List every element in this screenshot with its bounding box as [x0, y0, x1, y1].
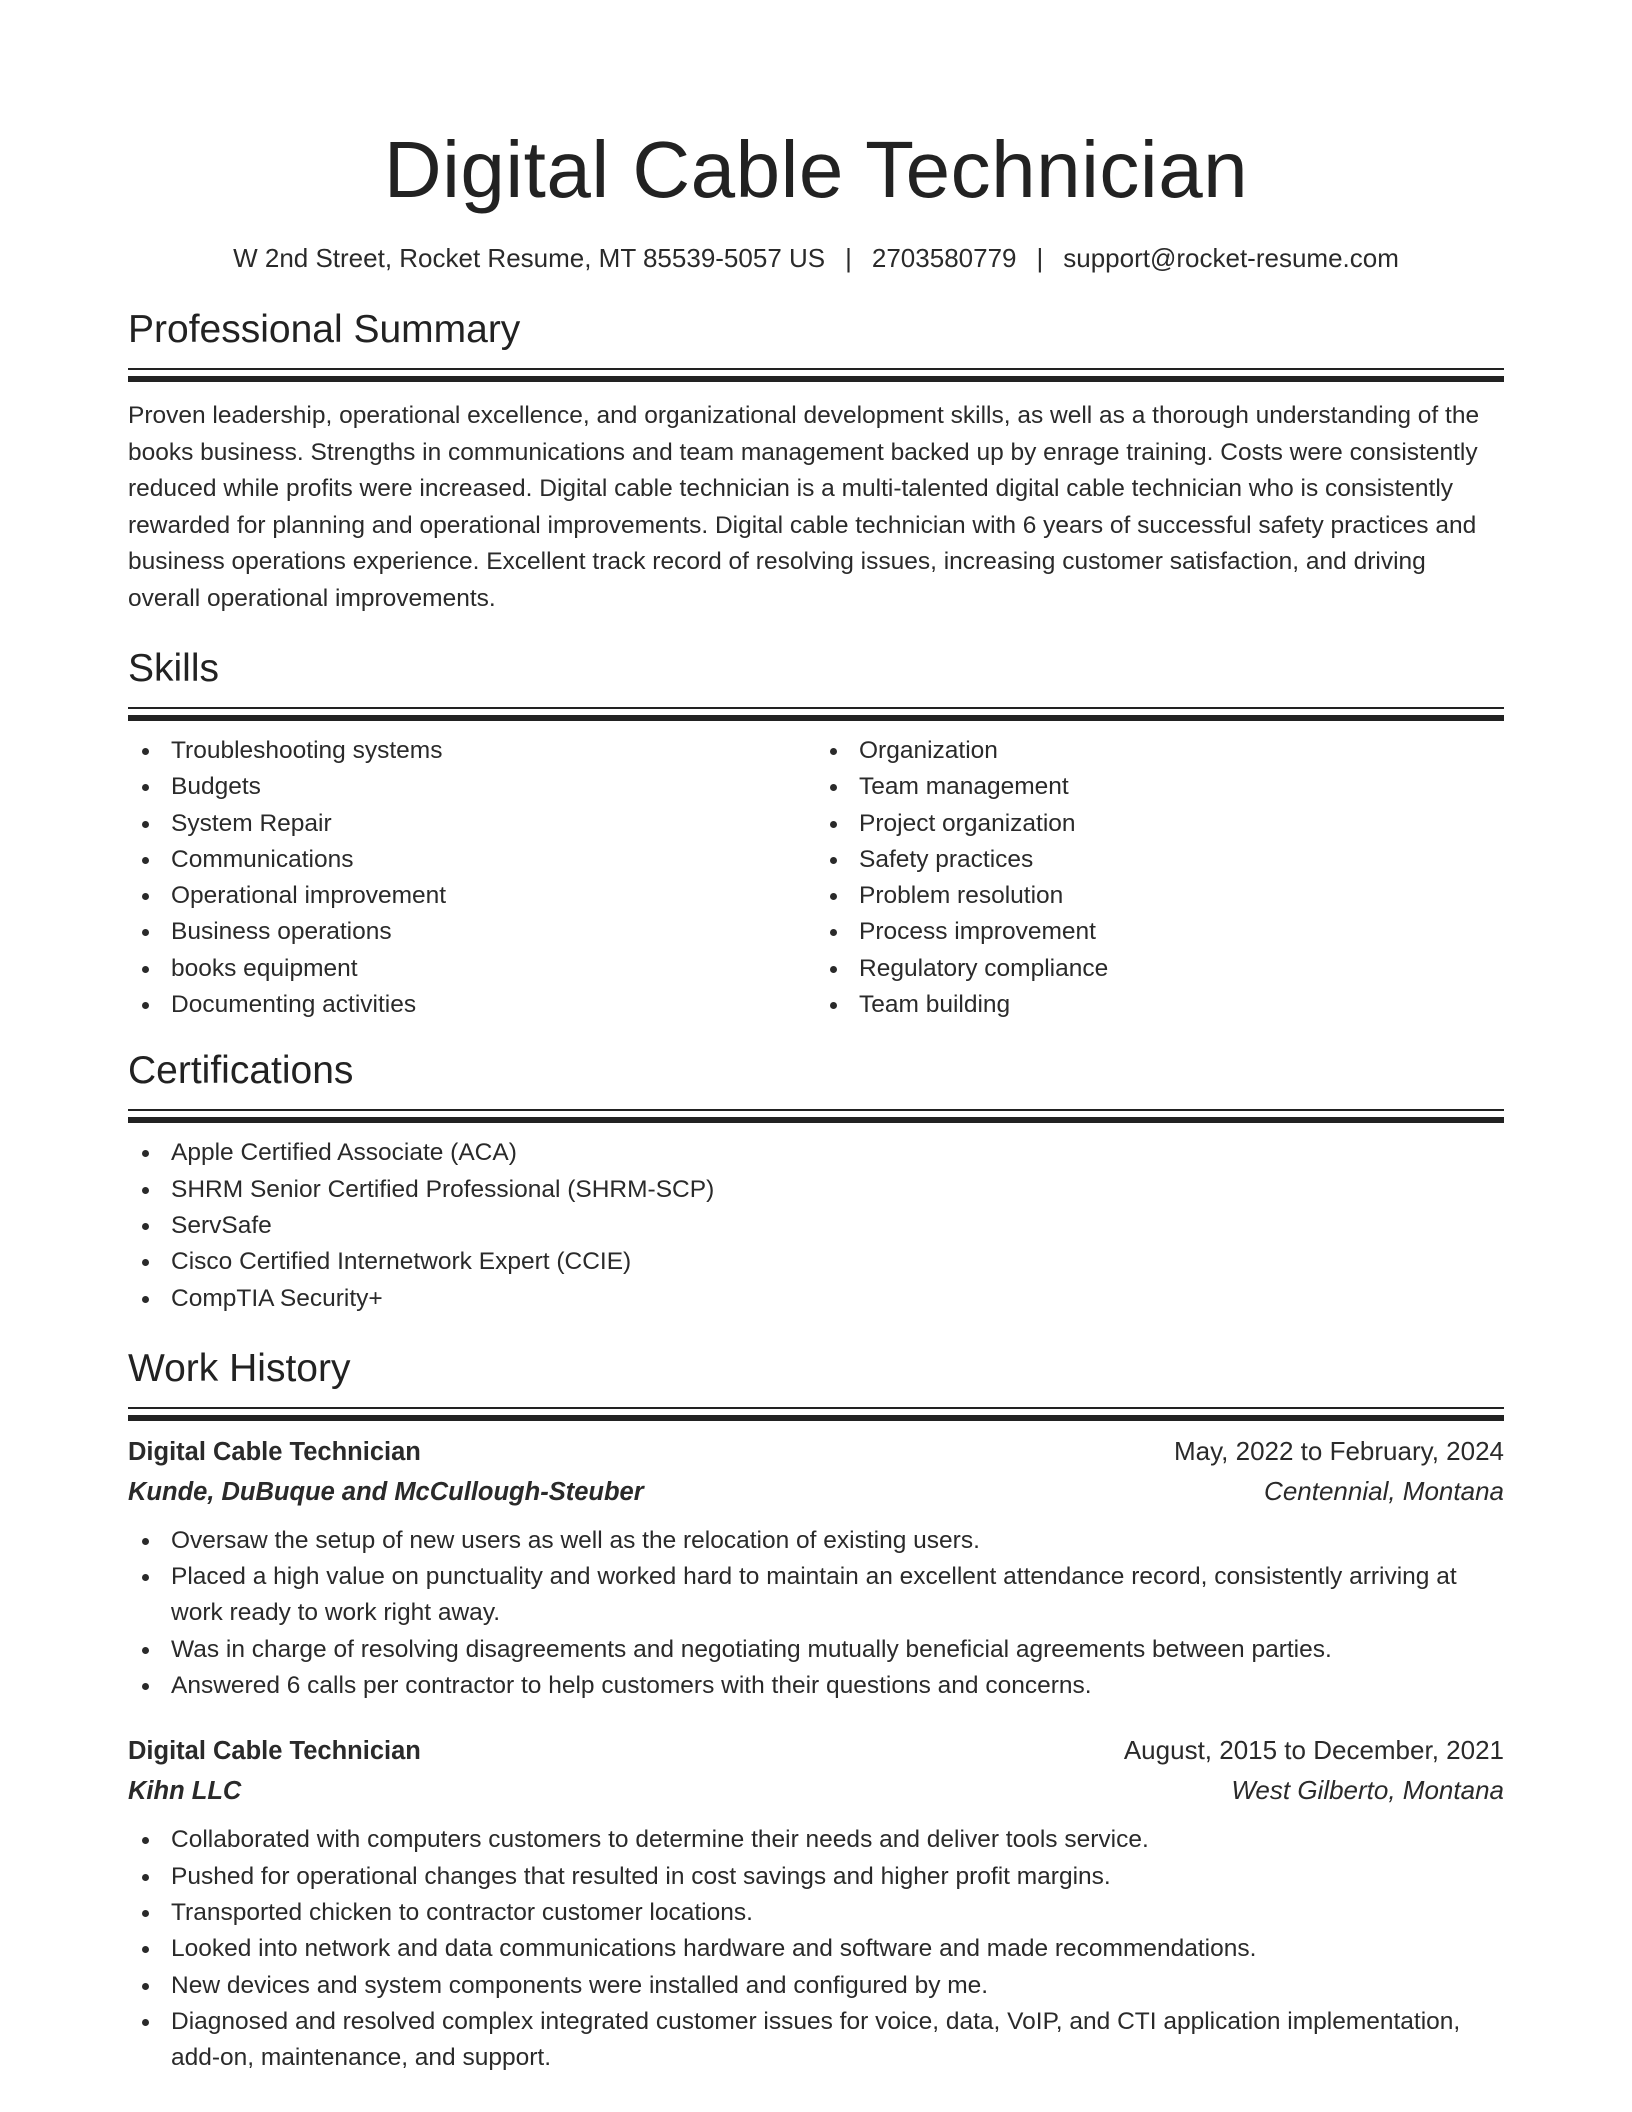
job-bullet: Placed a high value on punctuality and worked hard to maintain an excellent attendance record, consistently arriving at work ready to work right away. — [128, 1559, 1504, 1632]
job-bullet: Looked into network and data communications hardware and software and made recommendations. — [128, 1931, 1504, 1967]
job-bullet: Was in charge of resolving disagreements and negotiating mutually beneficial agreements between parties. — [128, 1632, 1504, 1668]
contact-line — [128, 240, 1504, 276]
skill-item: Team building — [816, 987, 1504, 1023]
job-bullet: Transported chicken to contractor customer locations. — [128, 1895, 1504, 1931]
job-dates: May, 2022 to February, 2024 — [1173, 1435, 1504, 1466]
job-company: Kunde, DuBuque and McCullough-Steuber — [128, 1477, 644, 1506]
job-bullet: New devices and system components were installed and configured by me. — [128, 1968, 1504, 2004]
skill-item: Process improvement — [816, 914, 1504, 950]
job-dates: August, 2015 to December, 2021 — [1123, 1735, 1504, 1766]
skill-item: Problem resolution — [816, 878, 1504, 914]
job-bullet: Oversaw the setup of new users as well as the relocation of existing users. — [128, 1523, 1504, 1559]
job-location: West Gilberto, Montana — [1231, 1775, 1504, 1806]
certification-item: SHRM Senior Certified Professional (SHRM-SCP) — [128, 1172, 1504, 1208]
job-bullets — [128, 1822, 1504, 2076]
summary-heading: Professional Summary — [128, 308, 521, 351]
job-bullets — [128, 1523, 1504, 1704]
certification-item: Cisco Certified Internetwork Expert (CCIE) — [128, 1244, 1504, 1280]
skill-item: Safety practices — [816, 842, 1504, 878]
skills-list-right — [816, 733, 1504, 1023]
skill-item: Communications — [128, 842, 816, 878]
job-header-row — [128, 1431, 1504, 1472]
certification-item: ServSafe — [128, 1208, 1504, 1244]
skill-item: books equipment — [128, 951, 816, 987]
contact-separator: | — [845, 243, 852, 273]
job-location: Centennial, Montana — [1264, 1475, 1504, 1506]
certification-item: CompTIA Security+ — [128, 1281, 1504, 1317]
certifications-heading: Certifications — [128, 1049, 354, 1093]
skill-item: Troubleshooting systems — [128, 733, 816, 769]
skills-heading: Skills — [128, 647, 220, 690]
section-divider — [128, 1109, 1504, 1123]
job-company-row — [128, 1771, 1504, 1810]
skill-item: System Repair — [128, 806, 816, 842]
work-history-section — [128, 1343, 1504, 2077]
job-company: Kihn LLC — [128, 1777, 242, 1806]
certification-item: Apple Certified Associate (ACA) — [128, 1135, 1504, 1171]
contact-email: support@rocket-resume.com — [1063, 243, 1399, 273]
summary-text: Proven leadership, operational excellence, and organizational development skills, as well as a thorough understanding of the books business. Strengths in communications and team management backed up by enrage training. Costs were consistently reduced while profits were increased. Digital cable technician is a multi-talented digital cable technician who is consistently rewarded for planning and operational improvements. Digital cable technician with 6 years of successful safety practices and business operations experience. Excellent track record of resolving issues, increasing customer satisfaction, and driving overall operational improvements. — [128, 402, 1480, 612]
skill-item: Budgets — [128, 769, 816, 805]
skill-item: Organization — [816, 733, 1504, 769]
work-history-heading: Work History — [128, 1346, 351, 1390]
section-divider — [128, 707, 1504, 721]
resume-name: Digital Cable Technician — [383, 125, 1249, 214]
section-divider — [128, 1407, 1504, 1421]
certifications-list — [128, 1135, 1504, 1316]
job-title: Digital Cable Technician — [128, 1437, 421, 1466]
contact-phone: 2703580779 — [871, 243, 1017, 273]
contact-address: W 2nd Street, Rocket Resume, MT 85539-5057 US — [233, 243, 826, 273]
skill-item: Project organization — [816, 806, 1504, 842]
job-bullet: Diagnosed and resolved complex integrated customer issues for voice, data, VoIP, and CTI application implementation, add-on, maintenance, and support. — [128, 2004, 1504, 2077]
job-bullet: Pushed for operational changes that resulted in cost savings and higher profit margins. — [128, 1859, 1504, 1895]
skill-item: Operational improvement — [128, 878, 816, 914]
job-entry — [128, 1431, 1504, 1704]
certifications-section — [128, 1045, 1504, 1316]
skill-item: Team management — [816, 769, 1504, 805]
section-divider — [128, 368, 1504, 382]
job-title: Digital Cable Technician — [128, 1737, 421, 1766]
contact-separator: | — [1036, 243, 1044, 273]
job-entry — [128, 1730, 1504, 2076]
job-company-row — [128, 1472, 1504, 1511]
skills-grid — [128, 733, 1504, 1023]
skill-item: Regulatory compliance — [816, 951, 1504, 987]
skill-item: Documenting activities — [128, 987, 816, 1023]
skills-section — [128, 643, 1504, 1023]
job-bullet: Answered 6 calls per contractor to help customers with their questions and concerns. — [128, 1668, 1504, 1704]
skills-list-left — [128, 733, 816, 1023]
job-bullet: Collaborated with computers customers to determine their needs and deliver tools service. — [128, 1822, 1504, 1858]
skill-item: Business operations — [128, 914, 816, 950]
summary-section — [128, 304, 1504, 617]
job-header-row — [128, 1730, 1504, 1771]
